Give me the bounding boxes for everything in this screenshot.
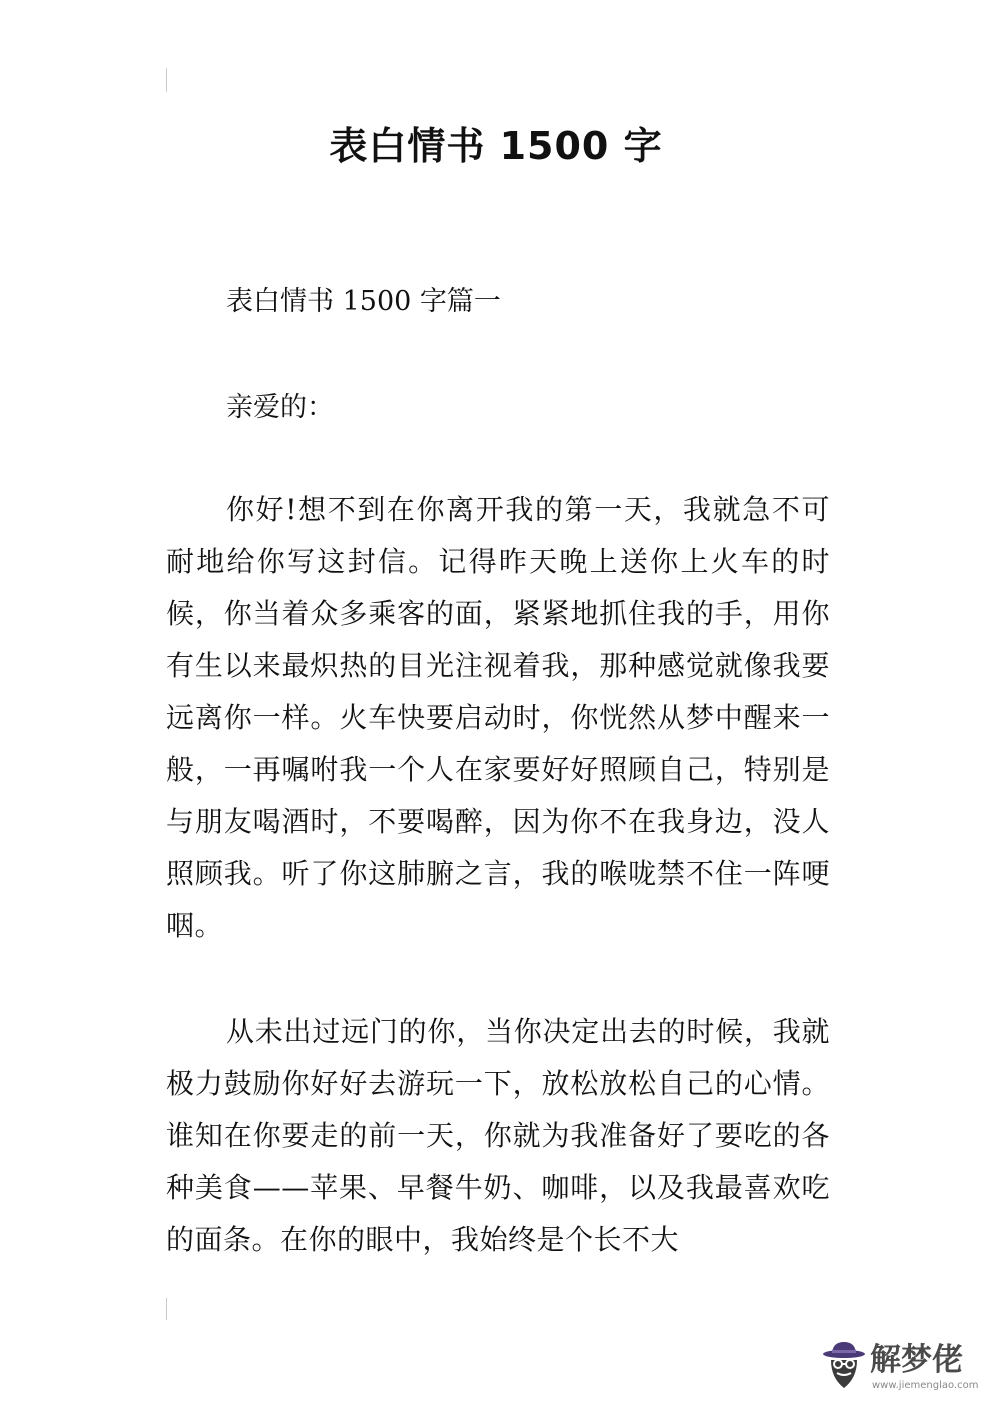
crop-mark-bottom xyxy=(166,1298,167,1320)
section-heading: 表白情书 1500 字篇一 xyxy=(226,286,501,317)
watermark-site-name: 解梦佬 xyxy=(870,1342,963,1378)
paragraph-2: 从未出过远门的你，当你决定出去的时候，我就极力鼓励你好好去游玩一下，放松放松自己的心情。谁知在你要走的前一天，你就为我准备好了要吃的各种美食——苹果、早餐牛奶、咖啡，以及我最喜欢吃的面条。在你的眼中，我始终是个长不大 xyxy=(166,1015,830,1256)
bearded-face-with-hat-icon xyxy=(822,1340,866,1392)
site-watermark xyxy=(822,1340,987,1396)
document-title: 表白情书 1500 字 xyxy=(329,124,663,168)
watermark-url: www.jiemenglao.com xyxy=(872,1380,979,1391)
crop-mark-top xyxy=(166,68,167,92)
letter-greeting: 亲爱的： xyxy=(226,392,334,423)
paragraph-1: 你好!想不到在你离开我的第一天，我就急不可耐地给你写这封信。记得昨天晚上送你上火车的时候，你当着众多乘客的面，紧紧地抓住我的手，用你有生以来最炽热的目光注视着我，那种感觉就像我要远离你一样。火车快要启动时，你恍然从梦中醒来一般，一再嘱咐我一个人在家要好好照顾自己，特别是与朋友喝酒时，不要喝醉，因为你不在我身边，没人照顾我。听了你这肺腑之言，我的喉咙禁不住一阵哽咽。 xyxy=(166,493,830,942)
